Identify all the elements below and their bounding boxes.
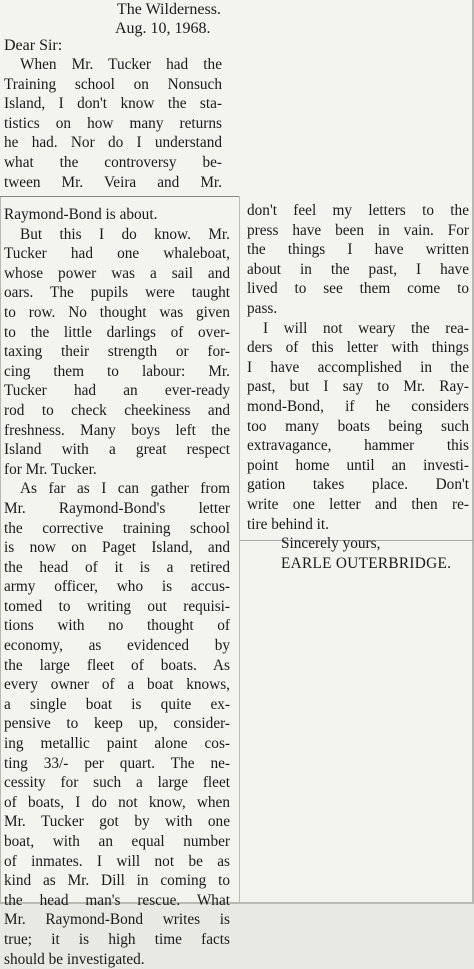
text-line: freshness. Many boys left the	[4, 421, 230, 439]
text-line: boat, with an equal number	[4, 833, 230, 850]
text-line: ing metallic paint alone cos-	[4, 735, 230, 753]
text-line: extravagance, hammer this	[247, 437, 469, 455]
dateline-date: Aug. 10, 1968.	[115, 20, 211, 37]
text-line: mond-Bond, if he considers	[247, 397, 469, 415]
text-line: army officer, who is accus-	[4, 578, 230, 596]
text-line: tions with no thought of	[4, 617, 230, 635]
text-line: rod to check cheekiness and	[4, 401, 230, 419]
text-line: economy, as evidenced by	[4, 637, 230, 655]
text-line: the head man's rescue. What	[4, 891, 230, 909]
text-line: Island with a great respect	[4, 441, 230, 459]
text-line: Raymond-Bond is about.	[4, 206, 158, 223]
text-line: press have been in vain. For	[247, 221, 469, 239]
text-line: to row. No thought was given	[4, 303, 230, 321]
text-line: But this I do know. Mr.	[20, 225, 230, 243]
text-line: gation takes place. Don't	[247, 476, 469, 494]
text-line: taxing their strength or for-	[4, 343, 230, 361]
closing: Sincerely yours,	[281, 535, 381, 553]
text-line: Mr. Raymond-Bond's letter	[4, 499, 230, 517]
text-line: the large fleet of boats. As	[4, 656, 230, 674]
text-line: lived to see them come to	[247, 280, 469, 298]
text-line: tween Mr. Veira and Mr.	[4, 173, 222, 191]
text-line: cessity for such a large fleet	[4, 774, 230, 792]
text-line: too many boats being such	[247, 417, 469, 435]
text-line: point home until an investi-	[247, 456, 469, 474]
text-line: I have accomplished in the	[247, 358, 469, 376]
text-line: ders of this letter with things	[247, 339, 469, 357]
text-line: the head of it is a retired	[4, 558, 230, 576]
text-line: past, but I say to Mr. Ray-	[247, 378, 469, 396]
text-line: what the controversy be-	[4, 153, 222, 171]
text-line: pensive to keep up, consider-	[4, 715, 230, 733]
header-divider	[0, 196, 240, 197]
text-line: I will not weary the rea-	[263, 319, 469, 337]
text-line: don't feel my letters to the	[247, 202, 469, 219]
text-line: Training school on Nonsuch	[4, 75, 222, 93]
text-line: the things I have written	[247, 241, 469, 259]
signature: EARLE OUTERBRIDGE.	[281, 554, 452, 572]
column-left	[4, 205, 230, 969]
text-line: true; it is high time facts	[4, 930, 230, 948]
text-line: is now on Paget Island, and	[4, 539, 230, 557]
text-line: tistics on how many returns	[4, 114, 222, 132]
text-line: Mr. Raymond-Bond writes is	[4, 911, 230, 929]
dateline	[117, 0, 237, 38]
text-line: oars. The pupils were taught	[4, 284, 230, 302]
dateline-place: The Wilderness.	[117, 1, 221, 18]
text-line: Mr. Tucker got by with one	[4, 813, 230, 831]
text-line: tomed to writing out requisi-	[4, 597, 230, 615]
text-line: of inmates. I will not be as	[4, 852, 230, 870]
text-line: every owner of a boat knows,	[4, 676, 230, 694]
text-line: for Mr. Tucker.	[4, 460, 97, 478]
letter-header-block	[0, 0, 240, 196]
text-line: the corrective training school	[4, 519, 230, 537]
text-line: When Mr. Tucker had the	[20, 56, 222, 73]
intro-paragraph	[4, 55, 222, 192]
text-line: cing them to labour: Mr.	[4, 362, 230, 380]
text-line: a single boat is quite ex-	[4, 695, 230, 713]
text-line: ting 33/- per quart. The ne-	[4, 754, 230, 772]
text-line: whose power was a sail and	[4, 264, 230, 282]
text-line: should be investigated.	[4, 950, 145, 968]
text-line: kind as Mr. Dill in coming to	[4, 872, 230, 890]
column-divider	[239, 196, 240, 904]
text-line: pass.	[247, 299, 278, 317]
text-line: to the little darlings of over-	[4, 323, 230, 341]
text-line: Tucker had an ever-ready	[4, 382, 230, 400]
column-right	[247, 201, 469, 573]
text-line: write one letter and then re-	[247, 495, 469, 513]
text-line: about in the past, I have	[247, 260, 469, 278]
text-line: of boats, I do not know, when	[4, 793, 230, 811]
text-line: As far as I can gather from	[20, 480, 230, 498]
salutation: Dear Sir:	[4, 37, 63, 54]
text-line: Tucker had one whaleboat,	[4, 245, 230, 263]
text-line: Island, I don't know the sta-	[4, 95, 222, 113]
text-line: tire behind it.	[247, 515, 329, 533]
text-line: he had. Nor do I understand	[4, 134, 222, 152]
